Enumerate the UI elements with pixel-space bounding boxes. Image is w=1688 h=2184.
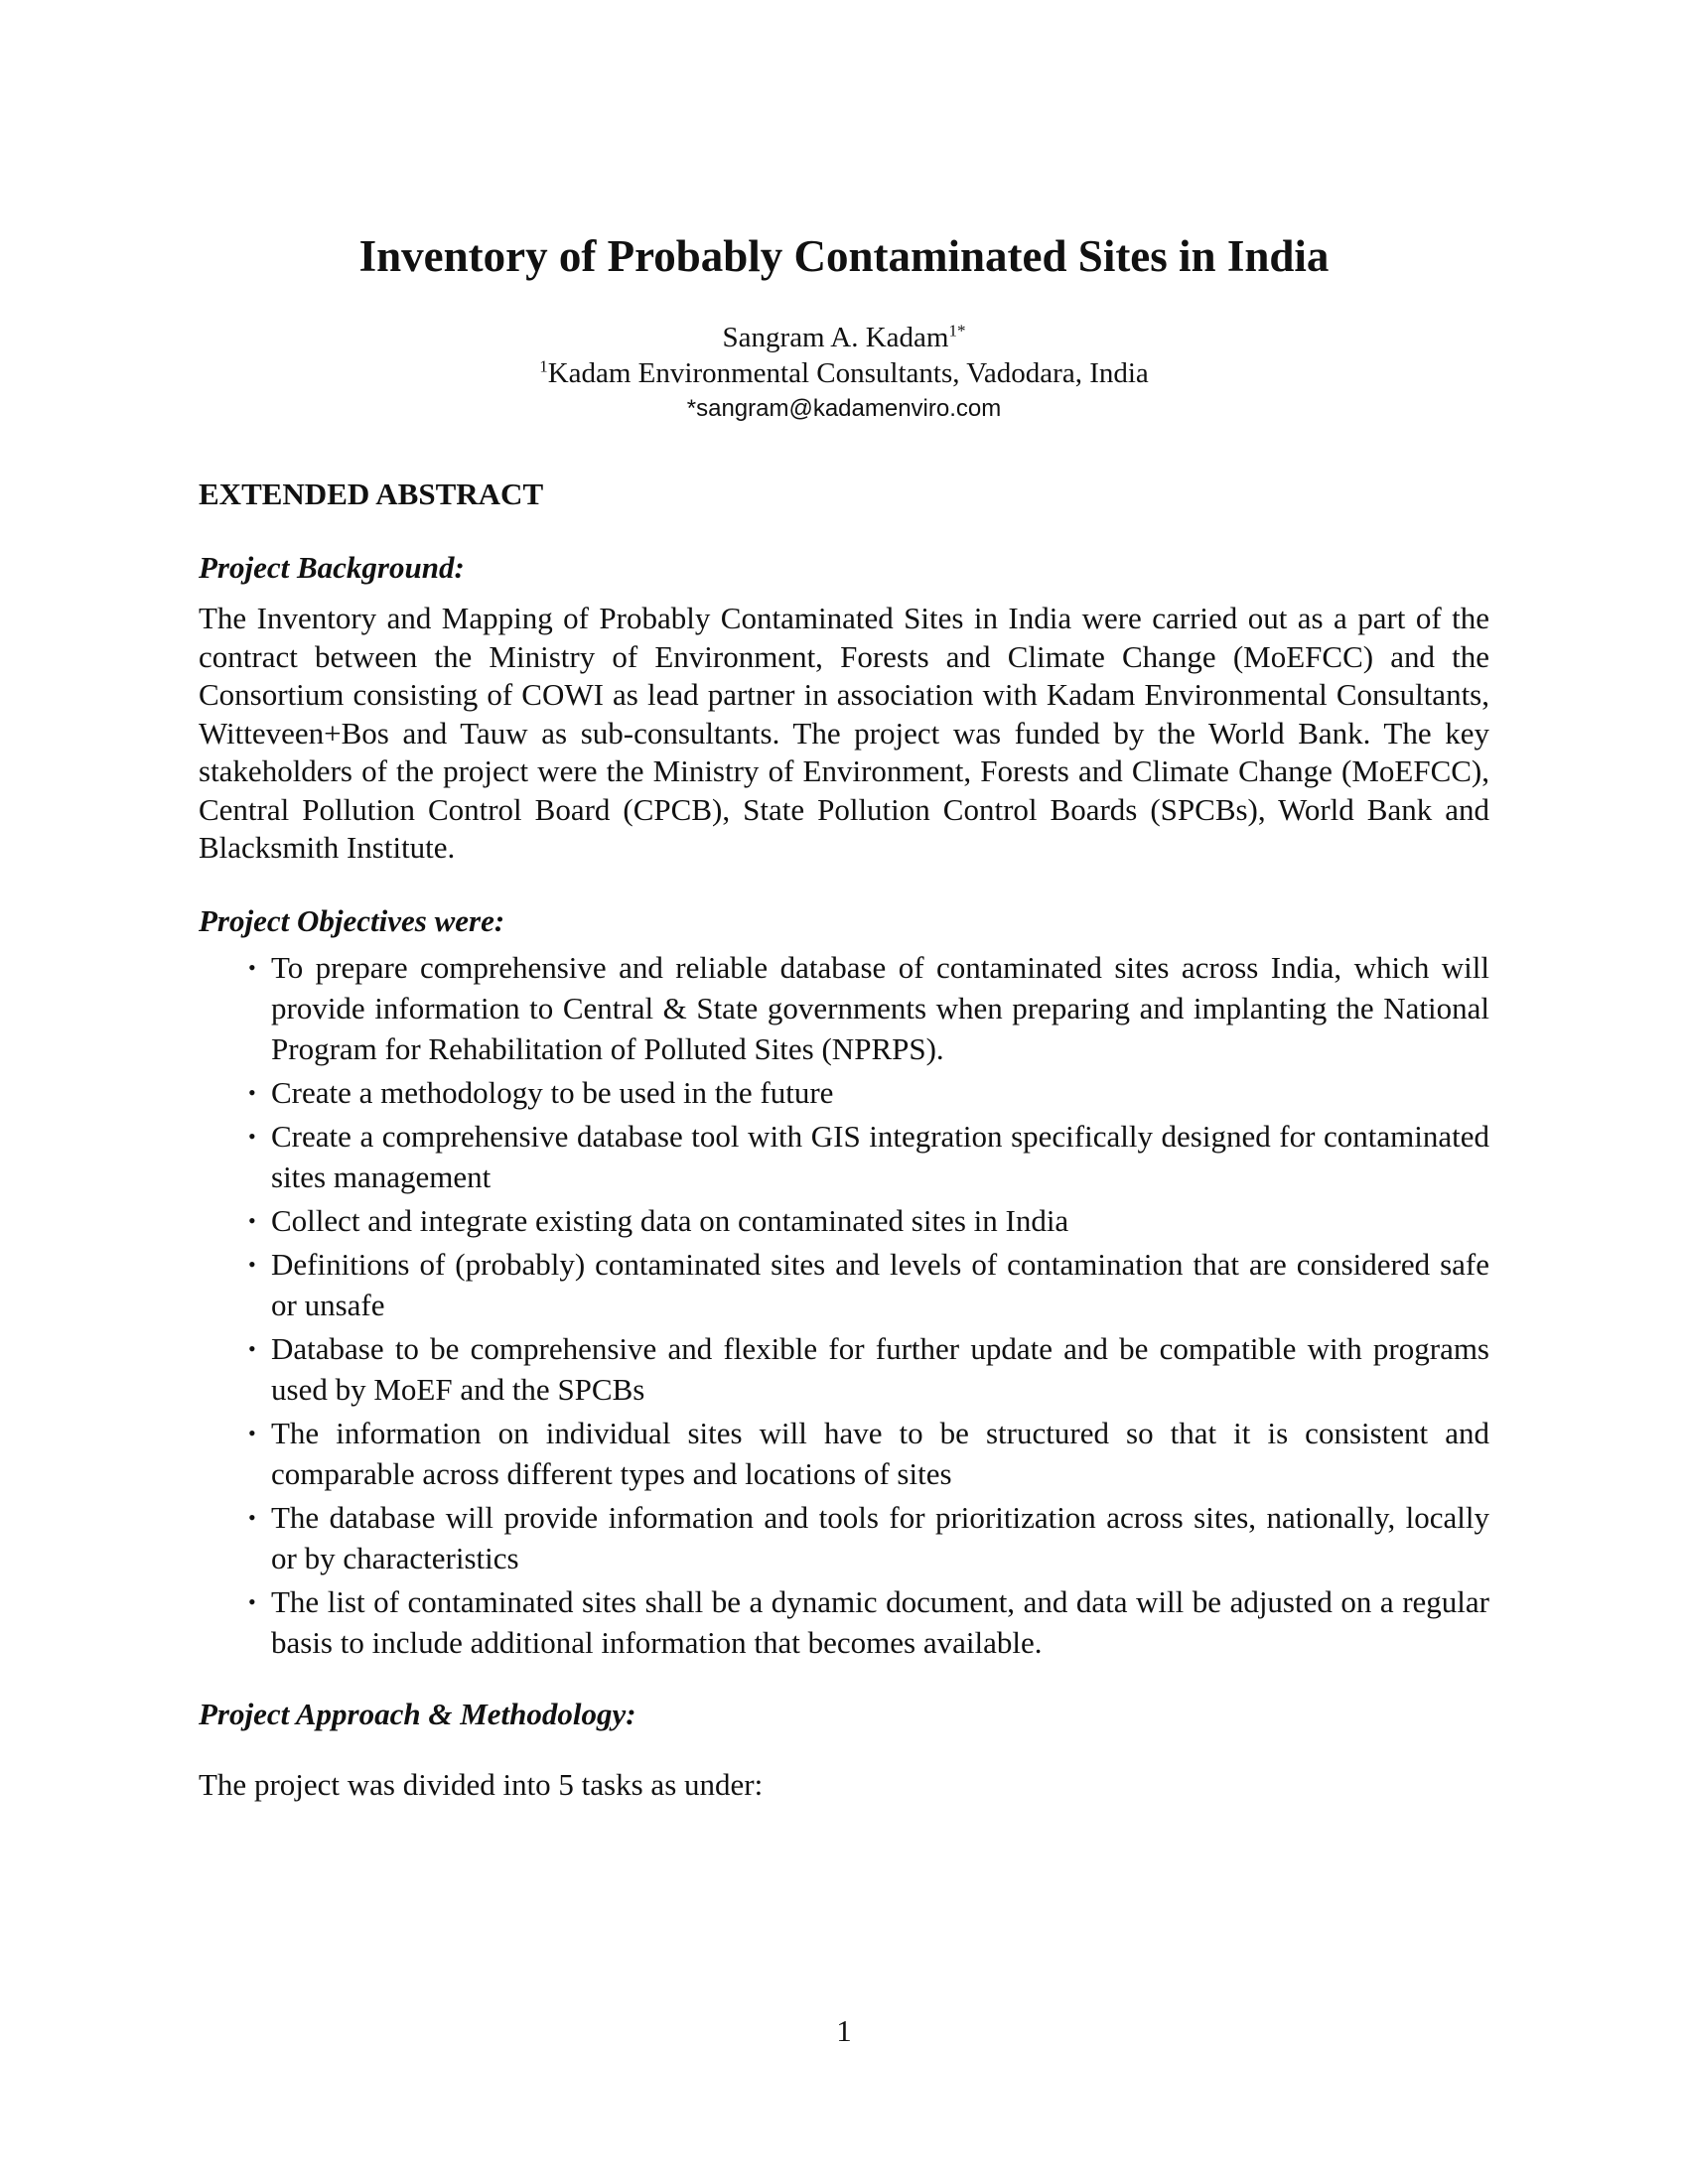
objective-item [248, 1200, 1489, 1241]
approach-heading: Project Approach & Methodology: [199, 1696, 636, 1731]
objective-text: Create a comprehensive database tool with GIS integration specifically designed for contaminated sites management [271, 1118, 1489, 1194]
objectives-list [199, 947, 1489, 1663]
paper-title: Inventory of Probably Contaminated Sites in India [358, 231, 1330, 281]
affiliation-superscript: 1 [539, 356, 548, 376]
objective-item [248, 1581, 1489, 1663]
bullet-icon: • [248, 954, 256, 980]
objective-text: Collect and integrate existing data on contaminated sites in India [271, 1202, 1069, 1238]
page-number: 1 [836, 2013, 852, 2048]
objective-item [248, 1244, 1489, 1325]
bullet-icon: • [248, 1504, 256, 1530]
bullet-icon: • [248, 1588, 256, 1614]
affiliation-line [0, 355, 1688, 391]
author-name: Sangram A. Kadam [722, 322, 949, 353]
bullet-icon: • [248, 1207, 256, 1233]
objective-text: Database to be comprehensive and flexible for further update and be compatible with programs used by MoEF and the SPCBs [271, 1330, 1489, 1407]
author-block [0, 320, 1688, 427]
approach-paragraph: The project was divided into 5 tasks as under: [199, 1766, 764, 1802]
bullet-icon: • [248, 1079, 256, 1105]
objectives-heading: Project Objectives were: [199, 902, 505, 938]
background-heading: Project Background: [199, 550, 465, 585]
extended-abstract-heading: EXTENDED ABSTRACT [199, 477, 544, 511]
objective-text: Definitions of (probably) contaminated sites and levels of contamination that are considered safe or unsafe [271, 1246, 1489, 1322]
objective-text: The information on individual sites will have to be structured so that it is consistent and comparable across different types and locations of sites [271, 1415, 1489, 1491]
bullet-icon: • [248, 1123, 256, 1149]
background-paragraph: The Inventory and Mapping of Probably Contaminated Sites in India were carried out as a part of the contract between the Ministry of Environment, Forests and Climate Change (MoEFCC) and the Consortium consisting of COWI as lead partner in association with Kadam Environmental Consultants, Witteveen+Bos and Tauw as sub-consultants. The project was funded by the World Bank. The key stakeholders of the project were the Ministry of Environment, Forests and Climate Change (MoEFCC), Central Pollution Control Board (CPCB), State Pollution Control Boards (SPCBs), World Bank and Blacksmith Institute. [199, 601, 1489, 865]
author-line [0, 320, 1688, 355]
objective-item [248, 1413, 1489, 1494]
bullet-icon: • [248, 1251, 256, 1277]
bullet-icon: • [248, 1420, 256, 1445]
objective-item [248, 947, 1489, 1069]
objective-text: Create a methodology to be used in the future [271, 1074, 834, 1110]
objective-text: The list of contaminated sites shall be a dynamic document, and data will be adjusted on a regular basis to include additional information that becomes available. [271, 1583, 1489, 1660]
bullet-icon: • [248, 1335, 256, 1361]
objective-text: To prepare comprehensive and reliable database of contaminated sites across India, which will provide information to Central & State governments when preparing and implanting the National Program for Rehabilitation of Polluted Sites (NPRPS). [271, 949, 1489, 1066]
author-name-superscript: 1* [948, 321, 966, 341]
author-email: *sangram@kadamenviro.com [686, 395, 1002, 422]
objective-item [248, 1328, 1489, 1410]
objective-item [248, 1497, 1489, 1578]
objective-text: The database will provide information and tools for prioritization across sites, nationally, locally or by characteristics [271, 1499, 1489, 1575]
objective-item [248, 1072, 1489, 1113]
author-affiliation: Kadam Environmental Consultants, Vadodara, India [547, 357, 1149, 389]
abstract-content [199, 475, 1489, 1804]
objective-item [248, 1116, 1489, 1197]
